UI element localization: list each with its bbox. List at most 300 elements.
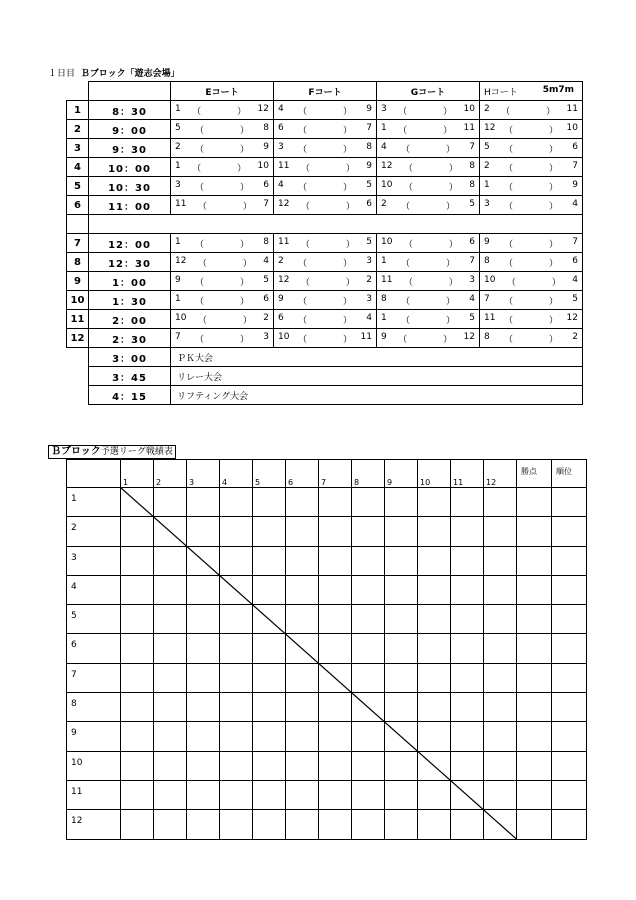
result-cell[interactable] [121,488,154,517]
score-paren [401,313,455,326]
team-b: 5 [366,179,372,190]
points-cell[interactable] [517,634,552,663]
result-cell[interactable] [352,780,385,809]
result-cell[interactable] [451,575,484,604]
result-cell[interactable] [352,722,385,751]
rank-cell[interactable] [552,634,587,663]
score-paren [401,199,455,212]
paren-open: （ [401,258,411,269]
result-cell[interactable] [286,693,319,722]
match-cell [377,158,480,177]
match-cell [171,329,274,348]
result-cell[interactable] [484,693,517,722]
score-paren [398,123,452,136]
result-cell[interactable] [418,663,451,692]
result-cell[interactable] [319,693,352,722]
rank-cell[interactable] [552,751,587,780]
result-cell[interactable] [418,575,451,604]
result-cell[interactable] [385,546,418,575]
league-col-team: 11 [451,460,484,488]
result-cell[interactable] [121,575,154,604]
match-number: 12 [67,329,89,348]
points-cell[interactable] [517,780,552,809]
league-col-team: 9 [385,460,418,488]
team-a: 11 [278,160,290,171]
paren-open: （ [298,315,308,326]
result-cell[interactable] [418,751,451,780]
result-cell[interactable] [319,751,352,780]
paren-close: ） [548,334,558,345]
result-cell[interactable] [286,575,319,604]
paren-open: （ [398,334,408,345]
score-paren [298,142,352,155]
event-row [67,348,583,367]
event-name: リレー大会 [171,367,583,386]
league-header-row [67,460,587,488]
result-cell[interactable] [352,810,385,839]
result-cell[interactable] [451,605,484,634]
paren-close: ） [345,201,355,212]
result-cell[interactable] [484,663,517,692]
team-a: 11 [484,312,496,323]
result-cell[interactable] [253,546,286,575]
result-cell[interactable] [352,575,385,604]
result-cell[interactable] [484,780,517,809]
result-cell[interactable] [154,605,187,634]
result-cell[interactable] [385,751,418,780]
result-cell[interactable] [319,546,352,575]
paren-open: （ [197,315,207,326]
result-cell[interactable] [385,605,418,634]
result-cell[interactable] [286,605,319,634]
result-cell[interactable] [187,575,220,604]
result-cell[interactable] [385,722,418,751]
result-cell[interactable] [286,722,319,751]
result-cell[interactable] [220,517,253,546]
result-cell[interactable] [451,488,484,517]
result-cell[interactable] [319,605,352,634]
match-number: 4 [67,158,89,177]
paren-open: （ [403,182,413,193]
paren-open: （ [298,182,308,193]
result-cell[interactable] [187,488,220,517]
team-a: 8 [484,255,490,266]
result-cell[interactable] [187,663,220,692]
rank-cell[interactable] [552,575,587,604]
paren-open: （ [401,315,411,326]
result-cell[interactable] [451,517,484,546]
result-cell[interactable] [187,722,220,751]
result-cell[interactable] [154,751,187,780]
event-row [67,386,583,405]
result-cell[interactable] [352,693,385,722]
result-cell[interactable] [253,575,286,604]
result-cell[interactable] [286,810,319,839]
match-cell [274,101,377,120]
result-cell[interactable] [286,546,319,575]
team-b: 10 [463,103,475,114]
result-cell[interactable] [220,751,253,780]
result-cell[interactable] [352,751,385,780]
result-cell[interactable] [385,810,418,839]
result-cell[interactable] [253,751,286,780]
team-b: 8 [469,160,475,171]
team-b: 12 [257,103,269,114]
match-number: 2 [67,120,89,139]
team-a: 3 [278,141,284,152]
result-cell[interactable] [451,693,484,722]
rank-cell[interactable] [552,605,587,634]
league-col-team: 8 [352,460,385,488]
team-b: 7 [469,141,475,152]
result-cell[interactable] [121,605,154,634]
result-cell[interactable] [187,751,220,780]
rank-cell[interactable] [552,722,587,751]
team-b: 11 [463,122,475,133]
result-cell[interactable] [187,693,220,722]
league-title-block: Ｂブロック [51,446,101,457]
team-b: 10 [257,160,269,171]
result-cell[interactable] [385,634,418,663]
paren-open: （ [504,144,514,155]
match-cell [171,196,274,215]
result-cell[interactable] [154,693,187,722]
league-row-team: 8 [67,693,121,722]
match-number: 5 [67,177,89,196]
match-time: 11：00 [89,196,171,215]
league-row-team: 10 [67,751,121,780]
rank-cell[interactable] [552,693,587,722]
result-cell[interactable] [484,751,517,780]
score-paren [404,180,458,193]
result-cell[interactable] [121,693,154,722]
team-a: 9 [484,236,490,247]
team-a: 9 [278,293,284,304]
match-number: 10 [67,291,89,310]
paren-open: （ [506,277,516,288]
points-cell[interactable] [517,810,552,839]
result-cell[interactable] [385,663,418,692]
break-cell [377,215,480,234]
result-cell[interactable] [484,488,517,517]
rank-header: 順位 [552,460,587,488]
result-cell[interactable] [187,780,220,809]
result-cell[interactable] [253,810,286,839]
league-row [67,751,587,780]
result-cell[interactable] [385,488,418,517]
result-cell[interactable] [319,575,352,604]
result-cell[interactable] [319,810,352,839]
rank-cell[interactable] [552,488,587,517]
result-cell[interactable] [253,663,286,692]
team-b: 11 [566,103,578,114]
result-cell[interactable] [187,546,220,575]
points-cell[interactable] [517,575,552,604]
result-cell[interactable] [319,663,352,692]
team-a: 10 [381,236,393,247]
score-paren [298,294,352,307]
points-cell[interactable] [517,546,552,575]
result-cell[interactable] [451,663,484,692]
result-cell[interactable] [418,780,451,809]
match-cell [480,253,583,272]
result-cell[interactable] [418,634,451,663]
result-cell[interactable] [286,751,319,780]
points-cell[interactable] [517,488,552,517]
team-b: 7 [572,236,578,247]
result-cell[interactable] [154,488,187,517]
result-cell[interactable] [451,751,484,780]
rank-cell[interactable] [552,546,587,575]
result-cell[interactable] [154,575,187,604]
court-header [171,82,274,101]
team-a: 1 [175,103,181,114]
result-cell[interactable] [154,546,187,575]
result-cell[interactable] [220,488,253,517]
result-cell[interactable] [286,634,319,663]
match-cell [171,310,274,329]
score-paren [504,313,558,326]
match-time: 9：30 [89,139,171,158]
paren-open: （ [403,163,413,174]
result-cell[interactable] [484,546,517,575]
event-spacer [67,367,89,386]
result-cell[interactable] [352,605,385,634]
paren-close: ） [342,106,352,117]
result-cell[interactable] [451,810,484,839]
result-cell[interactable] [220,605,253,634]
result-cell[interactable] [220,575,253,604]
paren-close: ） [448,182,458,193]
result-cell[interactable] [484,810,517,839]
result-cell[interactable] [319,634,352,663]
team-a: 4 [278,179,284,190]
result-cell[interactable] [187,605,220,634]
result-cell[interactable] [385,693,418,722]
score-paren [192,161,246,174]
paren-close: ） [548,315,558,326]
result-cell[interactable] [154,722,187,751]
team-b: 4 [263,255,269,266]
result-cell[interactable] [286,517,319,546]
result-cell[interactable] [418,517,451,546]
result-cell[interactable] [286,488,319,517]
points-cell[interactable] [517,722,552,751]
team-a: 3 [484,198,490,209]
paren-close: ） [445,296,455,307]
team-a: 3 [175,179,181,190]
paren-close: ） [548,296,558,307]
result-cell[interactable] [418,693,451,722]
team-b: 6 [572,255,578,266]
paren-close: ） [239,144,249,155]
result-cell[interactable] [154,663,187,692]
result-cell[interactable] [220,546,253,575]
league-table-wrap [66,459,587,840]
result-cell[interactable] [418,810,451,839]
league-row-team: 9 [67,722,121,751]
team-b: 5 [469,198,475,209]
team-a: 1 [381,255,387,266]
result-cell[interactable] [187,634,220,663]
result-cell[interactable] [385,575,418,604]
result-cell[interactable] [418,722,451,751]
score-paren [298,256,352,269]
league-row [67,722,587,751]
result-cell[interactable] [319,488,352,517]
points-cell[interactable] [517,517,552,546]
paren-open: （ [195,334,205,345]
result-cell[interactable] [121,634,154,663]
result-cell[interactable] [121,722,154,751]
team-a: 12 [381,160,393,171]
result-cell[interactable] [121,663,154,692]
result-cell[interactable] [352,488,385,517]
result-cell[interactable] [154,517,187,546]
paren-close: ） [342,296,352,307]
result-cell[interactable] [253,517,286,546]
result-cell[interactable] [385,780,418,809]
result-cell[interactable] [484,634,517,663]
result-cell[interactable] [220,810,253,839]
result-cell[interactable] [121,780,154,809]
score-paren [195,332,249,345]
paren-close: ） [345,163,355,174]
result-cell[interactable] [418,605,451,634]
score-paren [195,275,249,288]
result-cell[interactable] [187,810,220,839]
result-cell[interactable] [319,780,352,809]
team-b: 6 [366,198,372,209]
match-number: 11 [67,310,89,329]
result-cell[interactable] [352,663,385,692]
result-cell[interactable] [385,517,418,546]
paren-open: （ [300,239,310,250]
result-cell[interactable] [187,517,220,546]
score-paren [301,275,355,288]
team-b: 2 [366,274,372,285]
result-cell[interactable] [319,722,352,751]
result-cell[interactable] [253,605,286,634]
team-b: 4 [572,198,578,209]
schedule-row [67,158,583,177]
match-cell [480,329,583,348]
result-cell[interactable] [154,780,187,809]
team-b: 3 [366,293,372,304]
team-b: 5 [366,236,372,247]
event-time: 3：00 [89,348,171,367]
result-cell[interactable] [253,722,286,751]
match-cell [480,272,583,291]
result-cell[interactable] [286,780,319,809]
result-cell[interactable] [220,722,253,751]
paren-close: ） [445,201,455,212]
rank-cell[interactable] [552,663,587,692]
result-cell[interactable] [319,517,352,546]
result-cell[interactable] [253,634,286,663]
match-cell [171,158,274,177]
result-cell[interactable] [220,663,253,692]
paren-close: ） [237,106,247,117]
league-row [67,546,587,575]
result-cell[interactable] [253,693,286,722]
result-cell[interactable] [484,605,517,634]
match-cell [274,253,377,272]
score-paren [504,142,558,155]
score-paren [401,142,455,155]
match-cell [377,234,480,253]
score-paren [195,237,249,250]
result-cell[interactable] [154,810,187,839]
points-cell[interactable] [517,605,552,634]
score-paren [298,332,352,345]
league-row [67,488,587,517]
result-cell[interactable] [352,634,385,663]
team-a: 9 [175,274,181,285]
score-paren [507,275,561,288]
match-cell [377,120,480,139]
team-a: 1 [484,179,490,190]
result-cell[interactable] [451,546,484,575]
rank-cell[interactable] [552,780,587,809]
team-b: 11 [360,331,372,342]
result-cell[interactable] [220,693,253,722]
result-cell[interactable] [451,780,484,809]
team-b: 5 [572,293,578,304]
rank-cell[interactable] [552,517,587,546]
result-cell[interactable] [418,488,451,517]
result-cell[interactable] [352,517,385,546]
result-cell[interactable] [352,546,385,575]
result-cell[interactable] [484,517,517,546]
team-a: 7 [484,293,490,304]
league-table [66,459,587,840]
result-cell[interactable] [253,780,286,809]
result-cell[interactable] [121,517,154,546]
match-time: 9：00 [89,120,171,139]
paren-open: （ [504,201,514,212]
team-b: 9 [366,160,372,171]
result-cell[interactable] [220,634,253,663]
result-cell[interactable] [154,634,187,663]
paren-close: ） [445,315,455,326]
break-cell [274,215,377,234]
result-cell[interactable] [121,546,154,575]
result-cell[interactable] [220,780,253,809]
paren-open: （ [298,144,308,155]
points-cell[interactable] [517,663,552,692]
points-cell[interactable] [517,751,552,780]
points-cell[interactable] [517,693,552,722]
result-cell[interactable] [286,663,319,692]
paren-close: ） [342,334,352,345]
result-cell[interactable] [484,575,517,604]
result-cell[interactable] [451,634,484,663]
league-row [67,634,587,663]
team-a: 1 [381,122,387,133]
result-cell[interactable] [484,722,517,751]
match-cell [171,101,274,120]
result-cell[interactable] [121,810,154,839]
result-cell[interactable] [451,722,484,751]
result-cell[interactable] [253,488,286,517]
result-cell[interactable] [418,546,451,575]
schedule-break-row [67,215,583,234]
court-header [480,82,583,101]
rank-cell[interactable] [552,810,587,839]
break-cell [89,215,171,234]
result-cell[interactable] [121,751,154,780]
